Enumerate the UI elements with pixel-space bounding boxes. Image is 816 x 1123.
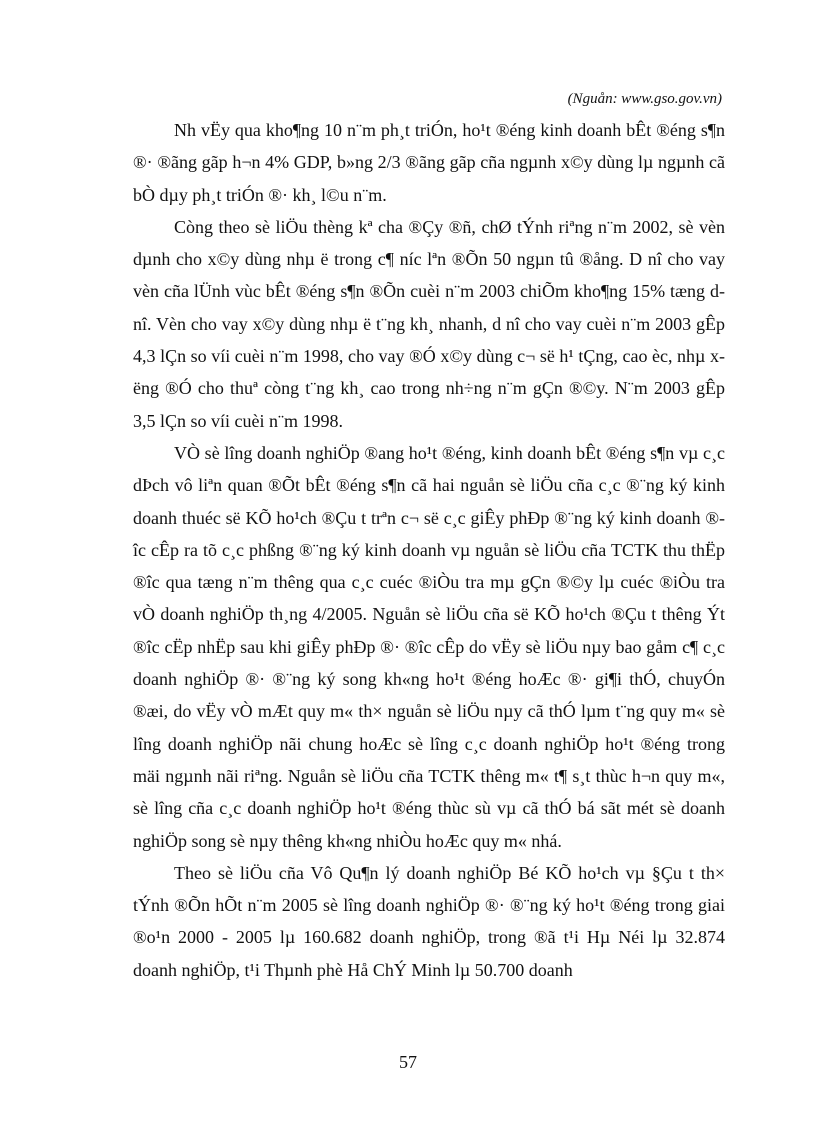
paragraph: Theo sè liÖu cña Vô Qu¶n lý doanh nghiÖp Bé KÕ ho¹ch vµ §Çu t th× tÝnh ®Õn hÕt n¨m 2005 sè lîng doanh nghiÖp ®· ®¨ng ký ho¹t ®éng trong giai ®o¹n 2000 - 2005 lµ 160.682 doanh nghiÖp, trong ®ã t¹i Hµ Néi lµ 32.874 doanh nghiÖp, t¹i Thµnh phè Hå ChÝ Minh lµ 50.700 doanh — [133, 862, 725, 980]
paragraph: VÒ sè lîng doanh nghiÖp ®ang ho¹t ®éng, kinh doanh bÊt ®éng s¶n vµ c¸c dÞch vô liªn quan ®Õt bÊt ®éng s¶n cã hai nguån sè liÖu cña c¸c ®¨ng ký kinh doanh thuéc së KÕ ho¹ch ®Çu t trªn c¬ së c¸c giÊy phÐp ®¨ng ký kinh doanh ®îc cÊp ra tõ c¸c phßng ®¨ng ký kinh doanh vµ nguån sè liÖu cña TCTK thu thËp ®îc qua tæng n¨m thêng qua c¸c cuéc ®iÒu tra mµ gÇn ®©y lµ cuéc ®iÒu tra vÒ doanh nghiÖp th¸ng 4/2005. Nguån sè liÖu cña së KÕ ho¹ch ®Çu t thêng Ýt ®îc cËp nhËp sau khi giÊy phÐp ®· ®îc cÊp do vËy sè liÖu nµy bao gåm c¶ c¸c doanh nghiÖp ®· ®¨ng ký song kh«ng ho¹t ®éng hoÆc ®· gi¶i thÓ, chuyÓn ®æi, do vËy vÒ mÆt quy m« th× nguån sè liÖu nµy cã thÓ lµm t¨ng quy m« sè lîng doanh nghiÖp nãi chung hoÆc sè lîng c¸c doanh nghiÖp ho¹t ®éng trong mäi ngµnh nãi riªng. Nguån sè liÖu cña TCTK thêng m« t¶ s¸t thùc h¬n quy m«, sè lîng cña c¸c doanh nghiÖp ho¹t ®éng thùc sù vµ cã thÓ bá sãt mét sè doanh nghiÖp song sè nµy thêng kh«ng nhiÒu hoÆc quy m« nhá. — [133, 442, 725, 851]
paragraph: Còng theo sè liÖu thèng kª cha ®Çy ®ñ, chØ tÝnh riªng n¨m 2002, sè vèn dµnh cho x©y dùng nhµ ë trong c¶ níc lªn ®Õn 50 ngµn tû ®ång. D nî cho vay vèn cña lÜnh vùc bÊt ®éng s¶n ®Õn cuèi n¨m 2003 chiÕm kho¶ng 15% tæng d nî. Vèn cho vay x©y dùng nhµ ë t¨ng kh¸ nhanh, d nî cho vay cuèi n¨m 2003 gÊp 4,3 lÇn so víi cuèi n¨m 1998, cho vay ®Ó x©y dùng c¬ së h¹ tÇng, cao èc, nhµ xëng ®Ó cho thuª còng t¨ng kh¸ cao trong nh÷ng n¨m gÇn ®©y. N¨m 2003 gÊp 3,5 lÇn so víi cuèi n¨m 1998. — [133, 216, 725, 431]
body-text — [133, 114, 725, 986]
source-note: (Nguån: www.gso.gov.vn) — [567, 91, 722, 107]
page-number: 57 — [399, 1052, 417, 1072]
paragraph: Nh vËy qua kho¶ng 10 n¨m ph¸t triÓn, ho¹t ®éng kinh doanh bÊt ®éng s¶n ®· ®ãng gãp h¬n 4% GDP, b»ng 2/3 ®ãng gãp cña ngµnh x©y dùng lµ ngµnh cã bÒ dµy ph¸t triÓn ®· kh¸ l©u n¨m. — [133, 120, 725, 205]
